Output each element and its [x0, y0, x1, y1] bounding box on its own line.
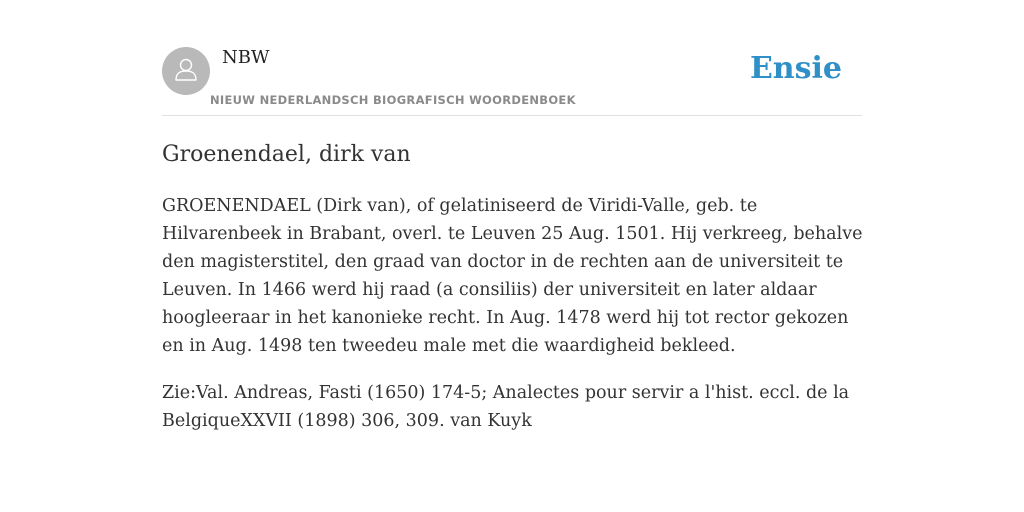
brand-logo[interactable]: Ensie	[749, 51, 842, 86]
page-title: Groenendael, dirk van	[162, 142, 411, 167]
source-full-name[interactable]: NIEUW NEDERLANDSCH BIOGRAFISCH WOORDENBOEK	[210, 93, 576, 107]
user-icon	[171, 54, 201, 89]
source-name[interactable]: NBW	[222, 47, 270, 68]
article-body	[162, 192, 868, 454]
article-paragraph: GROENENDAEL (Dirk van), of gelatiniseerd de Viridi-Valle, geb. te Hilvarenbeek in Brabant, overl. te Leuven 25 Aug. 1501. Hij verkreeg, behalve den magisterstitel, den graad van doctor in de rechten aan de universiteit te Leuven. In 1466 werd hij raad (a consiliis) der universiteit en later aldaar hoogleeraar in het kanonieke recht. In Aug. 1478 werd hij tot rector gekozen en in Aug. 1498 ten tweedeu male met die waardigheid bekleed.	[162, 196, 863, 356]
source-header	[162, 46, 862, 116]
article-references: Zie:Val. Andreas, Fasti (1650) 174-5; Analectes pour servir a l'hist. eccl. de la BelgiqueXXVII (1898) 306, 309. van Kuyk	[162, 383, 850, 431]
avatar[interactable]	[162, 47, 210, 95]
